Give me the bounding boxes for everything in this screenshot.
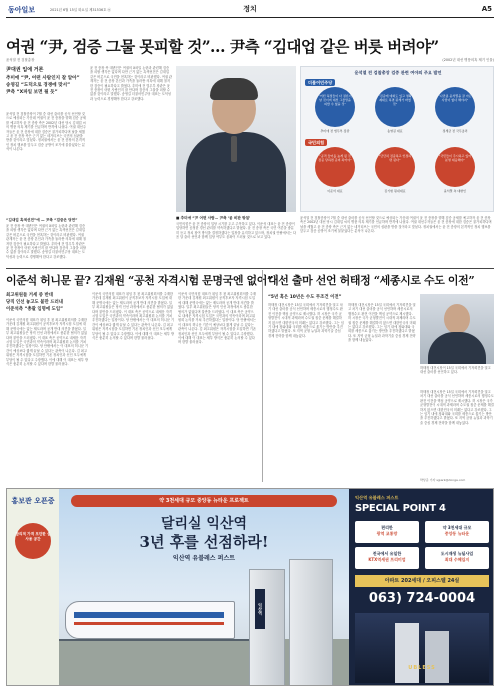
lead-body-col2: 윤 전 총장 측 대변인은 여권의 X파일 논란과 관련해 검증을 피할 생각은 없다며 다만 근거 없는 흑색선전은 김대업 같은 버릇으로 국민을 현혹하는 것이라고 비판했다. 여권 관계자는 윤 전 총장 본인과 가족을 둘러싼 의혹에 대해 철저한 검증이 필요하다고 밝혔다. 추미애 전 법무부 장관은 윤 전 총장이 어떤 사람인지 잘 안다며 검증의 그물을 피할 수 없을 것이라고 말했다. 송영길 더불어민주당 대표는 도덕성과 능력으로 경쟁해야 한다고 강조했다. — [90, 66, 172, 101]
quote-bubble: “어떤 허점들이 다 결론이 날 것이며 대선 그물망을 피할 수 없을 것” — [315, 87, 355, 127]
story2-body-col1: 이준석 국민의힘 대표가 취임 후 첫 최고위원회의를 주재한 가운데 김재원 최고위원이 공직후보자 자격시험 도입에 대해 문명국에는 없는 제도라며 공개 반대 의견을 밝혔다. 일부 최고위원들은 당직 인선 과정에서도 충분한 협의가 없었다며 불만을 드러냈다. 이 대표 측은 공약으로 내세운 자격시험 도입은 국민과의 약속이라며 최고위원회 논의를 거쳐 추진하겠다는 입장이다. 당 안팎에서는 이 대표의 허니문 기간이 예상보다 짧게 끝날 수 있다는 관측이 나온다. 김 최고위원은 자격시험을 도입하면 기존 정치인과 신인 모두에게 부담이 될 수 있다고 주장했다. 이에 대해 이 대표는 세부 방식은 충분히 논의할 수 있다며 한발 물러섰다. — [6, 318, 88, 367]
kicker-line: 송영길 “도덕으로 경쟁에 맞서” — [6, 82, 71, 88]
point-card — [425, 521, 489, 543]
story2-headline: 이준석 허니문 끝? 김재원 “공천 자격시험 문명국엔 없어” — [6, 274, 273, 287]
point-bottom: 중앙동 뉴타운 — [444, 531, 470, 536]
story3-body-col3: 허태정 대전시장은 15일 국회에서 기자회견을 열고 차기 대선 출마를 공식 선언하며 세종시로의 행정수도 완전 이전을 핵심 공약으로 제시했다. 허 시장은 국가 균형발전이 시대적 과제라며 수도권 집중 문제를 해결하지 않으면 대한민국의 미래는 없다고 강조했다. 그는 임기 내에 청와대와 국회를 세종으로 옮기는 방안을 추진하겠다고 밝혔다. 또 지역 균형 뉴딜과 과학기술 중심 경제 전략을 함께 내놓았다. — [420, 390, 494, 425]
ad-units: 아파트 202세대 / 오피스텔 24실 — [355, 575, 489, 587]
speaker-name: 이준석 대표 — [327, 189, 343, 193]
lead-subhead: “김대업 흑색선전”에 — 尹측 “검증은 당연” — [6, 218, 78, 222]
masthead — [6, 4, 494, 18]
building-tower — [289, 559, 333, 686]
quote-bubble: “공격 들어올 높게 될 것 검증 당하면 준비 되어야” — [315, 147, 355, 187]
building-tower — [395, 623, 419, 683]
speaker-name: 정세균 전 국무총리 — [442, 129, 468, 133]
quote-bubble: “국민들이 주시하고 있어 분명 대응해야” — [435, 147, 475, 187]
train-stripe — [74, 612, 224, 618]
lead-headline: 여권 “尹, 검증 그물 못피할 것”… 尹측 “김대업 같은 버릇 버려야” — [6, 37, 439, 56]
lead-body-col4: 윤석열 전 검찰총장이 7월 중 대선 출마를 공식 선언할 것으로 예상되는 가운데 여권이 윤 전 총장을 향해 검증 공세를 예고하자 윤 전 총장 측은 2002년 대선 당시 김대업 씨의 병풍 의혹 제기를 언급하며 반격에 나섰다. 여권 대선주자들은 윤 전 총장에 대한 검증은 불가피하다며 날을 세웠고 윤 전 총장 측은 근거 없는 네거티브는 국민의 심판을 받을 것이라고 맞섰다. 정치권에서는 윤 전 총장의 본격적인 정치 행보를 앞두고 검증 공방이 조기에 불붙었다는 분석이 나온다. — [300, 216, 492, 234]
column-divider — [262, 270, 263, 482]
microphone-icon — [231, 136, 237, 162]
person-hair — [210, 78, 258, 100]
story2-kicker — [6, 292, 88, 313]
quotes-infographic — [300, 66, 494, 212]
story3-body-col2: 허태정 대전시장은 15일 국회에서 기자회견을 열고 차기 대선 출마를 공식 선언하며 세종시로의 행정수도 완전 이전을 핵심 공약으로 제시했다. 허 시장은 국가 균형발전이 시대적 과제라며 수도권 집중 문제를 해결하지 않으면 대한민국의 미래는 없다고 강조했다. 그는 임기 내에 청와대와 국회를 세종으로 옮기는 방안을 추진하겠다고 밝혔다. 또 지역 균형 뉴딜과 과학기술 중심 경제 전략을 함께 내놓았다. — [348, 303, 416, 343]
rail-track — [59, 639, 279, 641]
story3-photo — [420, 294, 494, 364]
photo-caption: 허태정 대전시장이 15일 국회에서 기자회견을 열고 대선 출마를 선언하고 있다. — [420, 366, 491, 375]
lead-kicker — [6, 66, 90, 106]
person-face — [444, 304, 470, 334]
speaker-name: 윤석열 측 대변인 — [443, 189, 467, 193]
speaker-name: 김기현 원내대표 — [384, 189, 406, 193]
advertisement[interactable] — [6, 488, 494, 686]
reporter-credit: 박상준 기자 sjpark@donga.com — [420, 478, 466, 482]
quote-bubble: “나만큼 윤석열을 잘 아는 사람이 없다 해야지” — [435, 87, 475, 127]
ad-rendering — [355, 613, 489, 683]
ad-info-brand: 익산역 유블레스 퍼스트 — [355, 495, 399, 500]
ad-slogan-2: 3년 후를 선점하라! — [139, 533, 269, 551]
ad-info-panel — [349, 489, 494, 686]
issue-date: 2021년 6월 15일 화요일 제31536호 ㉧ — [50, 8, 111, 12]
person-figure — [428, 332, 486, 364]
ad-brand: 익산역 유블레스 퍼스트 — [172, 555, 236, 562]
ad-banner: 약 3천세대 규모 중앙동 뉴타운 프로젝트 — [71, 495, 337, 507]
point-bottom: 광역 교통망 — [376, 531, 398, 536]
quote-bubble: “단단히 검증하고 인정하면 된다” — [375, 147, 415, 187]
point-top: 도시재생 뉴딜사업 — [440, 551, 474, 556]
infographic-title: 윤석열 전 검찰총장 검증 관련 여야의 주요 발언 — [354, 70, 442, 75]
ad-hero — [59, 489, 349, 686]
ad-open-badge: 홍보관 오픈중 — [11, 497, 55, 505]
ad-slogan-1: 달리실 익산역 — [160, 516, 248, 532]
byline-left: 윤석열 전 검찰총장 — [6, 58, 35, 62]
kicker-line: 최고위원들 거세 중 반대 — [6, 293, 54, 298]
story2-body-col3: 이준석 국민의힘 대표가 취임 후 첫 최고위원회의를 주재한 가운데 김재원 최고위원이 공직후보자 자격시험 도입에 대해 문명국에는 없는 제도라며 공개 반대 의견을 밝혔다. 일부 최고위원들은 당직 인선 과정에서도 충분한 협의가 없었다며 불만을 드러냈다. 이 대표 측은 공약으로 내세운 자격시험 도입은 국민과의 약속이라며 최고위원회 논의를 거쳐 추진하겠다는 입장이다. 당 안팎에서는 이 대표의 허니문 기간이 예상보다 짧게 끝날 수 있다는 관측이 나온다. 김 최고위원은 자격시험을 도입하면 기존 정치인과 신인 모두에게 부담이 될 수 있다고 주장했다. 이에 대해 이 대표는 세부 방식은 충분히 논의할 수 있다며 한발 물러섰다. — [178, 292, 256, 345]
party-label-democratic: 더불어민주당 — [305, 79, 335, 86]
point-top: 편리한 — [381, 525, 393, 530]
quote-bubble: “검증에 예외도 있고 명확 제대로 하면 판세가 바뀔 것” — [375, 87, 415, 127]
lead-body-col3: 국민의힘은 윤 전 총장의 입당 시기를 두고 주목하고 있다. 이준석 대표는 윤 전 총장이 입당하면 공정한 경선 관리를 약속하겠다고 밝혔다. 윤 전 총장 측은 국민 여론을 충분히 듣고 정치 참여 방식을 결정하겠다는 입장을 유지하고 있으며, 정치권 안팎에서는 다음 달 출마 선언과 함께 입당 여부도 윤곽이 드러날 것으로 보고 있다. — [176, 222, 296, 240]
story3-kicker: “5년 혹은 10년은 수도 무조건 이전” — [268, 295, 342, 300]
ad-special-point-title: SPECIAL POINT 4 — [355, 503, 446, 514]
lead-note: (2002년 대선 병풍의혹 제기 인물) — [442, 58, 494, 62]
kicker-line: 당직 인선 놓고도 불만 드러내 — [6, 300, 64, 305]
party-label-ppp: 국민의힘 — [305, 139, 327, 146]
speaker-name: 추미애 전 법무부 장관 — [320, 129, 350, 133]
lead-subhead-2: ■ 추미애 “尹 어떤 사람… 尹측 ‘곧 비판 방침’ — [176, 216, 251, 220]
point-top: 약 3천세대 규모 — [442, 525, 472, 530]
speaker-name: 송영길 대표 — [387, 129, 403, 133]
point-top: 전국에서 유일한 — [372, 551, 402, 556]
kicker-title: 尹대권 입에 거론 — [6, 67, 44, 73]
lead-body-col1b: 윤 전 총장 측 대변인은 여권의 X파일 논란과 관련해 검증을 피할 생각은 없다며 다만 근거 없는 흑색선전은 김대업 같은 버릇으로 국민을 현혹하는 것이라고 비판했다. 여권 관계자는 윤 전 총장 본인과 가족을 둘러싼 의혹에 대해 철저한 검증이 필요하다고 밝혔다. 추미애 전 법무부 장관은 윤 전 총장이 어떤 사람인지 잘 안다며 검증의 그물을 피할 수 없을 것이라고 말했다. 송영길 더불어민주당 대표는 도덕성과 능력으로 경쟁해야 한다고 강조했다. — [6, 224, 86, 259]
point-bottom: KTX역세권 프리미엄 — [368, 557, 406, 562]
story2-body-col2: 이준석 국민의힘 대표가 취임 후 첫 최고위원회의를 주재한 가운데 김재원 최고위원이 공직후보자 자격시험 도입에 대해 문명국에는 없는 제도라며 공개 반대 의견을 밝혔다. 일부 최고위원들은 당직 인선 과정에서도 충분한 협의가 없었다며 불만을 드러냈다. 이 대표 측은 공약으로 내세운 자격시험 도입은 국민과의 약속이라며 최고위원회 논의를 거쳐 추진하겠다는 입장이다. 당 안팎에서는 이 대표의 허니문 기간이 예상보다 짧게 끝날 수 있다는 관측이 나온다. 김 최고위원은 자격시험을 도입하면 기존 정치인과 신인 모두에게 부담이 될 수 있다고 주장했다. 이에 대해 이 대표는 세부 방식은 충분히 논의할 수 있다며 한발 물러섰다. — [92, 292, 174, 341]
story3-body-col1: 허태정 대전시장은 15일 국회에서 기자회견을 열고 차기 대선 출마를 공식 선언하며 세종시로의 행정수도 완전 이전을 핵심 공약으로 제시했다. 허 시장은 국가 균형발전이 시대적 과제라며 수도권 집중 문제를 해결하지 않으면 대한민국의 미래는 없다고 강조했다. 그는 임기 내에 청와대와 국회를 세종으로 옮기는 방안을 추진하겠다고 밝혔다. 또 지역 균형 뉴딜과 과학기술 중심 경제 전략을 함께 내놓았다. — [268, 303, 344, 338]
section-name: 정치 — [243, 5, 257, 13]
point-card — [355, 521, 419, 543]
lead-photo — [176, 66, 296, 212]
ktx-train — [65, 601, 235, 639]
lead-body-col1: 윤석열 전 검찰총장이 7월 중 대선 출마를 공식 선언할 것으로 예상되는 가운데 여권이 윤 전 총장을 향해 검증 공세를 예고하자 윤 전 총장 측은 2002년 대선 당시 김대업 씨의 병풍 의혹 제기를 언급하며 반격에 나섰다. 여권 대선주자들은 윤 전 총장에 대한 검증은 불가피하다며 날을 세웠고 윤 전 총장 측은 근거 없는 네거티브는 국민의 심판을 받을 것이라고 맞섰다. 정치권에서는 윤 전 총장의 본격적인 정치 행보를 앞두고 검증 공방이 조기에 불붙었다는 분석이 나온다. — [6, 112, 86, 152]
ad-right-brand: UBLESS — [408, 665, 436, 671]
kicker-line: 尹측 “X파일 보면 될 듯” — [6, 89, 58, 95]
train-stripe — [74, 622, 224, 625]
kicker-line: 추미애 “尹, 어떤 사람인지 잘 알아” — [6, 75, 80, 81]
point-bottom: 최대 수혜입지 — [444, 557, 470, 562]
point-card — [355, 547, 419, 569]
page-number: A5 — [481, 5, 492, 13]
point-card — [425, 547, 489, 569]
ad-price-badge: 합리적 가격 모던한 실사용 공간 — [15, 523, 51, 559]
station-sign: 익산역 — [255, 589, 265, 629]
ad-left-panel — [7, 489, 59, 686]
kicker-line: 이준석측 “총괄 임명에 도입” — [6, 307, 64, 312]
section-divider — [6, 268, 494, 269]
story3-headline: 대선 출마 선언 허태정 “세종시로 수도 이전” — [268, 274, 475, 287]
building-tower — [425, 631, 449, 683]
ad-phone[interactable]: 063) 724-0004 — [368, 591, 476, 606]
newspaper-logo: 동아일보 — [8, 5, 36, 14]
